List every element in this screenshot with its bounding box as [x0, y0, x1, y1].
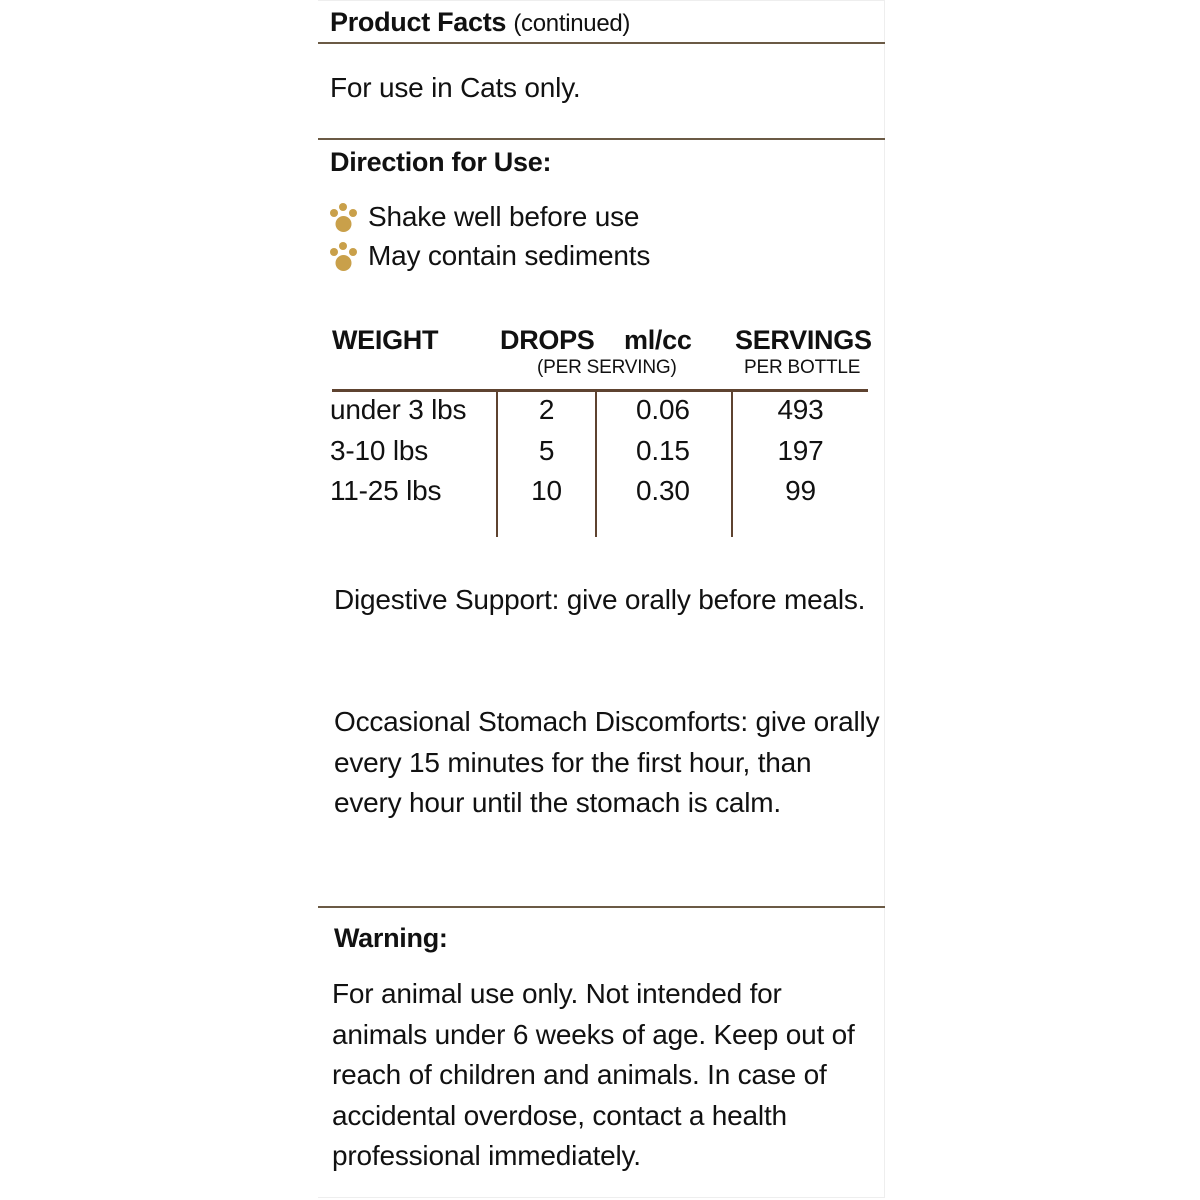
column-header-weight: WEIGHT [332, 325, 439, 355]
direction-bullet [328, 240, 650, 272]
usage-note-stomach: Occasional Stomach Discomforts: give orally every 15 minutes for the first hour, than every hour until the stomach is calm. [334, 706, 880, 818]
cell-drops: 5 [538, 435, 555, 466]
cell-ml: 0.06 [636, 394, 690, 425]
column-divider [595, 391, 597, 537]
column-subheader-per-serving: (PER SERVING) [537, 357, 677, 378]
section-divider [318, 906, 885, 908]
bullet-text: May contain sediments [368, 240, 651, 271]
paw-icon [328, 202, 362, 232]
cell-ml: 0.30 [636, 475, 690, 506]
paw-icon [328, 241, 362, 271]
table-header-rule [332, 389, 868, 392]
column-header-servings: SERVINGS [735, 325, 872, 355]
cell-servings: 493 [777, 394, 824, 425]
cell-servings: 197 [777, 435, 824, 466]
title-suffix: (continued) [513, 10, 631, 37]
column-subheader-per-bottle: PER BOTTLE [744, 357, 861, 378]
header-divider [318, 42, 885, 44]
cell-weight: 3-10 lbs [330, 435, 429, 466]
cell-servings: 99 [785, 475, 816, 506]
cell-weight: under 3 lbs [330, 394, 467, 425]
column-header-drops: DROPS [500, 325, 595, 355]
section-divider [318, 138, 885, 140]
species-note: For use in Cats only. [330, 72, 581, 103]
column-header-ml: ml/cc [624, 325, 692, 355]
cell-ml: 0.15 [636, 435, 690, 466]
warning-heading: Warning: [334, 923, 448, 953]
usage-note-digestive: Digestive Support: give orally before meals. [334, 584, 866, 615]
product-facts-panel [318, 0, 885, 1198]
direction-bullet [328, 201, 639, 233]
warning-text: For animal use only. Not intended for animals under 6 weeks of age. Keep out of reach of children and animals. In case of accidental overdose, contact a health professional immediately. [332, 978, 855, 1171]
cell-drops: 10 [531, 475, 562, 506]
cell-drops: 2 [538, 394, 555, 425]
page-title [330, 7, 630, 38]
bullet-text: Shake well before use [368, 201, 640, 232]
title-main: Product Facts [330, 7, 507, 37]
directions-heading: Direction for Use: [330, 147, 552, 177]
cell-weight: 11-25 lbs [330, 475, 442, 506]
